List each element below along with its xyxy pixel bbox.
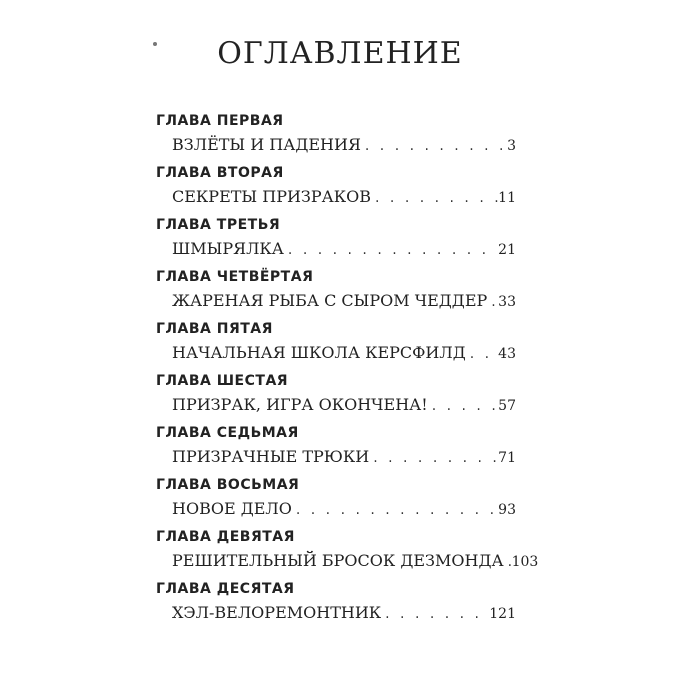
- dot-leader: [504, 551, 512, 573]
- chapter-heading: ГЛАВА ТРЕТЬЯ: [156, 217, 281, 233]
- chapter-heading: ГЛАВА ПЕРВАЯ: [156, 113, 284, 129]
- chapter-heading: ГЛАВА СЕДЬМАЯ: [156, 425, 299, 441]
- page-number: 21: [498, 242, 516, 258]
- chapter-title: ХЭЛ-ВЕЛОРЕМОНТНИК: [172, 603, 382, 622]
- chapter-heading: ГЛАВА ПЯТАЯ: [156, 321, 273, 337]
- chapter-heading: ГЛАВА ШЕСТАЯ: [156, 373, 289, 389]
- toc-entry: [156, 320, 516, 372]
- dot-leader: [369, 447, 498, 469]
- chapter-title: ШМЫРЯЛКА: [172, 239, 284, 258]
- toc-entry: [156, 164, 516, 216]
- chapter-heading: ГЛАВА ДЕВЯТАЯ: [156, 529, 295, 545]
- chapter-title: РЕШИТЕЛЬНЫЙ БРОСОК ДЕЗМОНДА: [172, 551, 504, 570]
- page-number: 3: [507, 138, 516, 154]
- chapter-heading: ГЛАВА ВОСЬМАЯ: [156, 477, 300, 493]
- dot-leader: [361, 135, 507, 157]
- chapter-heading: ГЛАВА ЧЕТВЁРТАЯ: [156, 269, 314, 285]
- toc-entry: [156, 216, 516, 268]
- toc-entry: [156, 476, 516, 528]
- dot-leader: [466, 343, 498, 365]
- page-number: 11: [498, 190, 516, 206]
- chapter-line: [156, 238, 516, 261]
- chapter-line: [156, 342, 516, 365]
- page-number: 57: [498, 398, 516, 414]
- chapter-title: НОВОЕ ДЕЛО: [172, 499, 292, 518]
- chapter-line: [156, 290, 516, 313]
- page-number: 71: [498, 450, 516, 466]
- chapter-line: [156, 446, 516, 469]
- chapter-heading: ГЛАВА ВТОРАЯ: [156, 165, 284, 181]
- dot-leader: [428, 395, 498, 417]
- toc-entry: [156, 268, 516, 320]
- dot-leader: [381, 603, 489, 625]
- chapter-line: [156, 550, 539, 573]
- dot-leader: [487, 291, 498, 313]
- chapter-line: [156, 498, 516, 521]
- toc-entry: [156, 112, 516, 164]
- toc-entry: [156, 528, 539, 580]
- chapter-line: [156, 186, 516, 209]
- chapter-line: [156, 394, 516, 417]
- toc-entry: [156, 372, 516, 424]
- chapter-title: ПРИЗРАЧНЫЕ ТРЮКИ: [172, 447, 370, 466]
- toc-entry: [156, 424, 516, 476]
- page-number: 103: [511, 554, 539, 570]
- toc-entry: [156, 580, 516, 632]
- chapter-heading: ГЛАВА ДЕСЯТАЯ: [156, 581, 295, 597]
- page-number: 33: [498, 294, 516, 310]
- table-of-contents: [156, 112, 539, 632]
- page-number: 93: [498, 502, 516, 518]
- page-title: ОГЛАВЛЕНИЕ: [217, 36, 463, 71]
- chapter-line: [156, 602, 516, 625]
- chapter-line: [156, 134, 516, 157]
- page-number: 121: [489, 606, 516, 622]
- chapter-title: ПРИЗРАК, ИГРА ОКОНЧЕНА!: [172, 395, 428, 414]
- dot-leader: [292, 499, 498, 521]
- chapter-title: НАЧАЛЬНАЯ ШКОЛА КЕРСФИЛД: [172, 343, 466, 362]
- chapter-title: ВЗЛЁТЫ И ПАДЕНИЯ: [172, 135, 361, 154]
- dot-leader: [371, 187, 498, 209]
- page-number: 43: [498, 346, 516, 362]
- chapter-title: ЖАРЕНАЯ РЫБА С СЫРОМ ЧЕДДЕР: [172, 291, 488, 310]
- dot-leader: [284, 239, 498, 261]
- chapter-title: СЕКРЕТЫ ПРИЗРАКОВ: [172, 187, 372, 206]
